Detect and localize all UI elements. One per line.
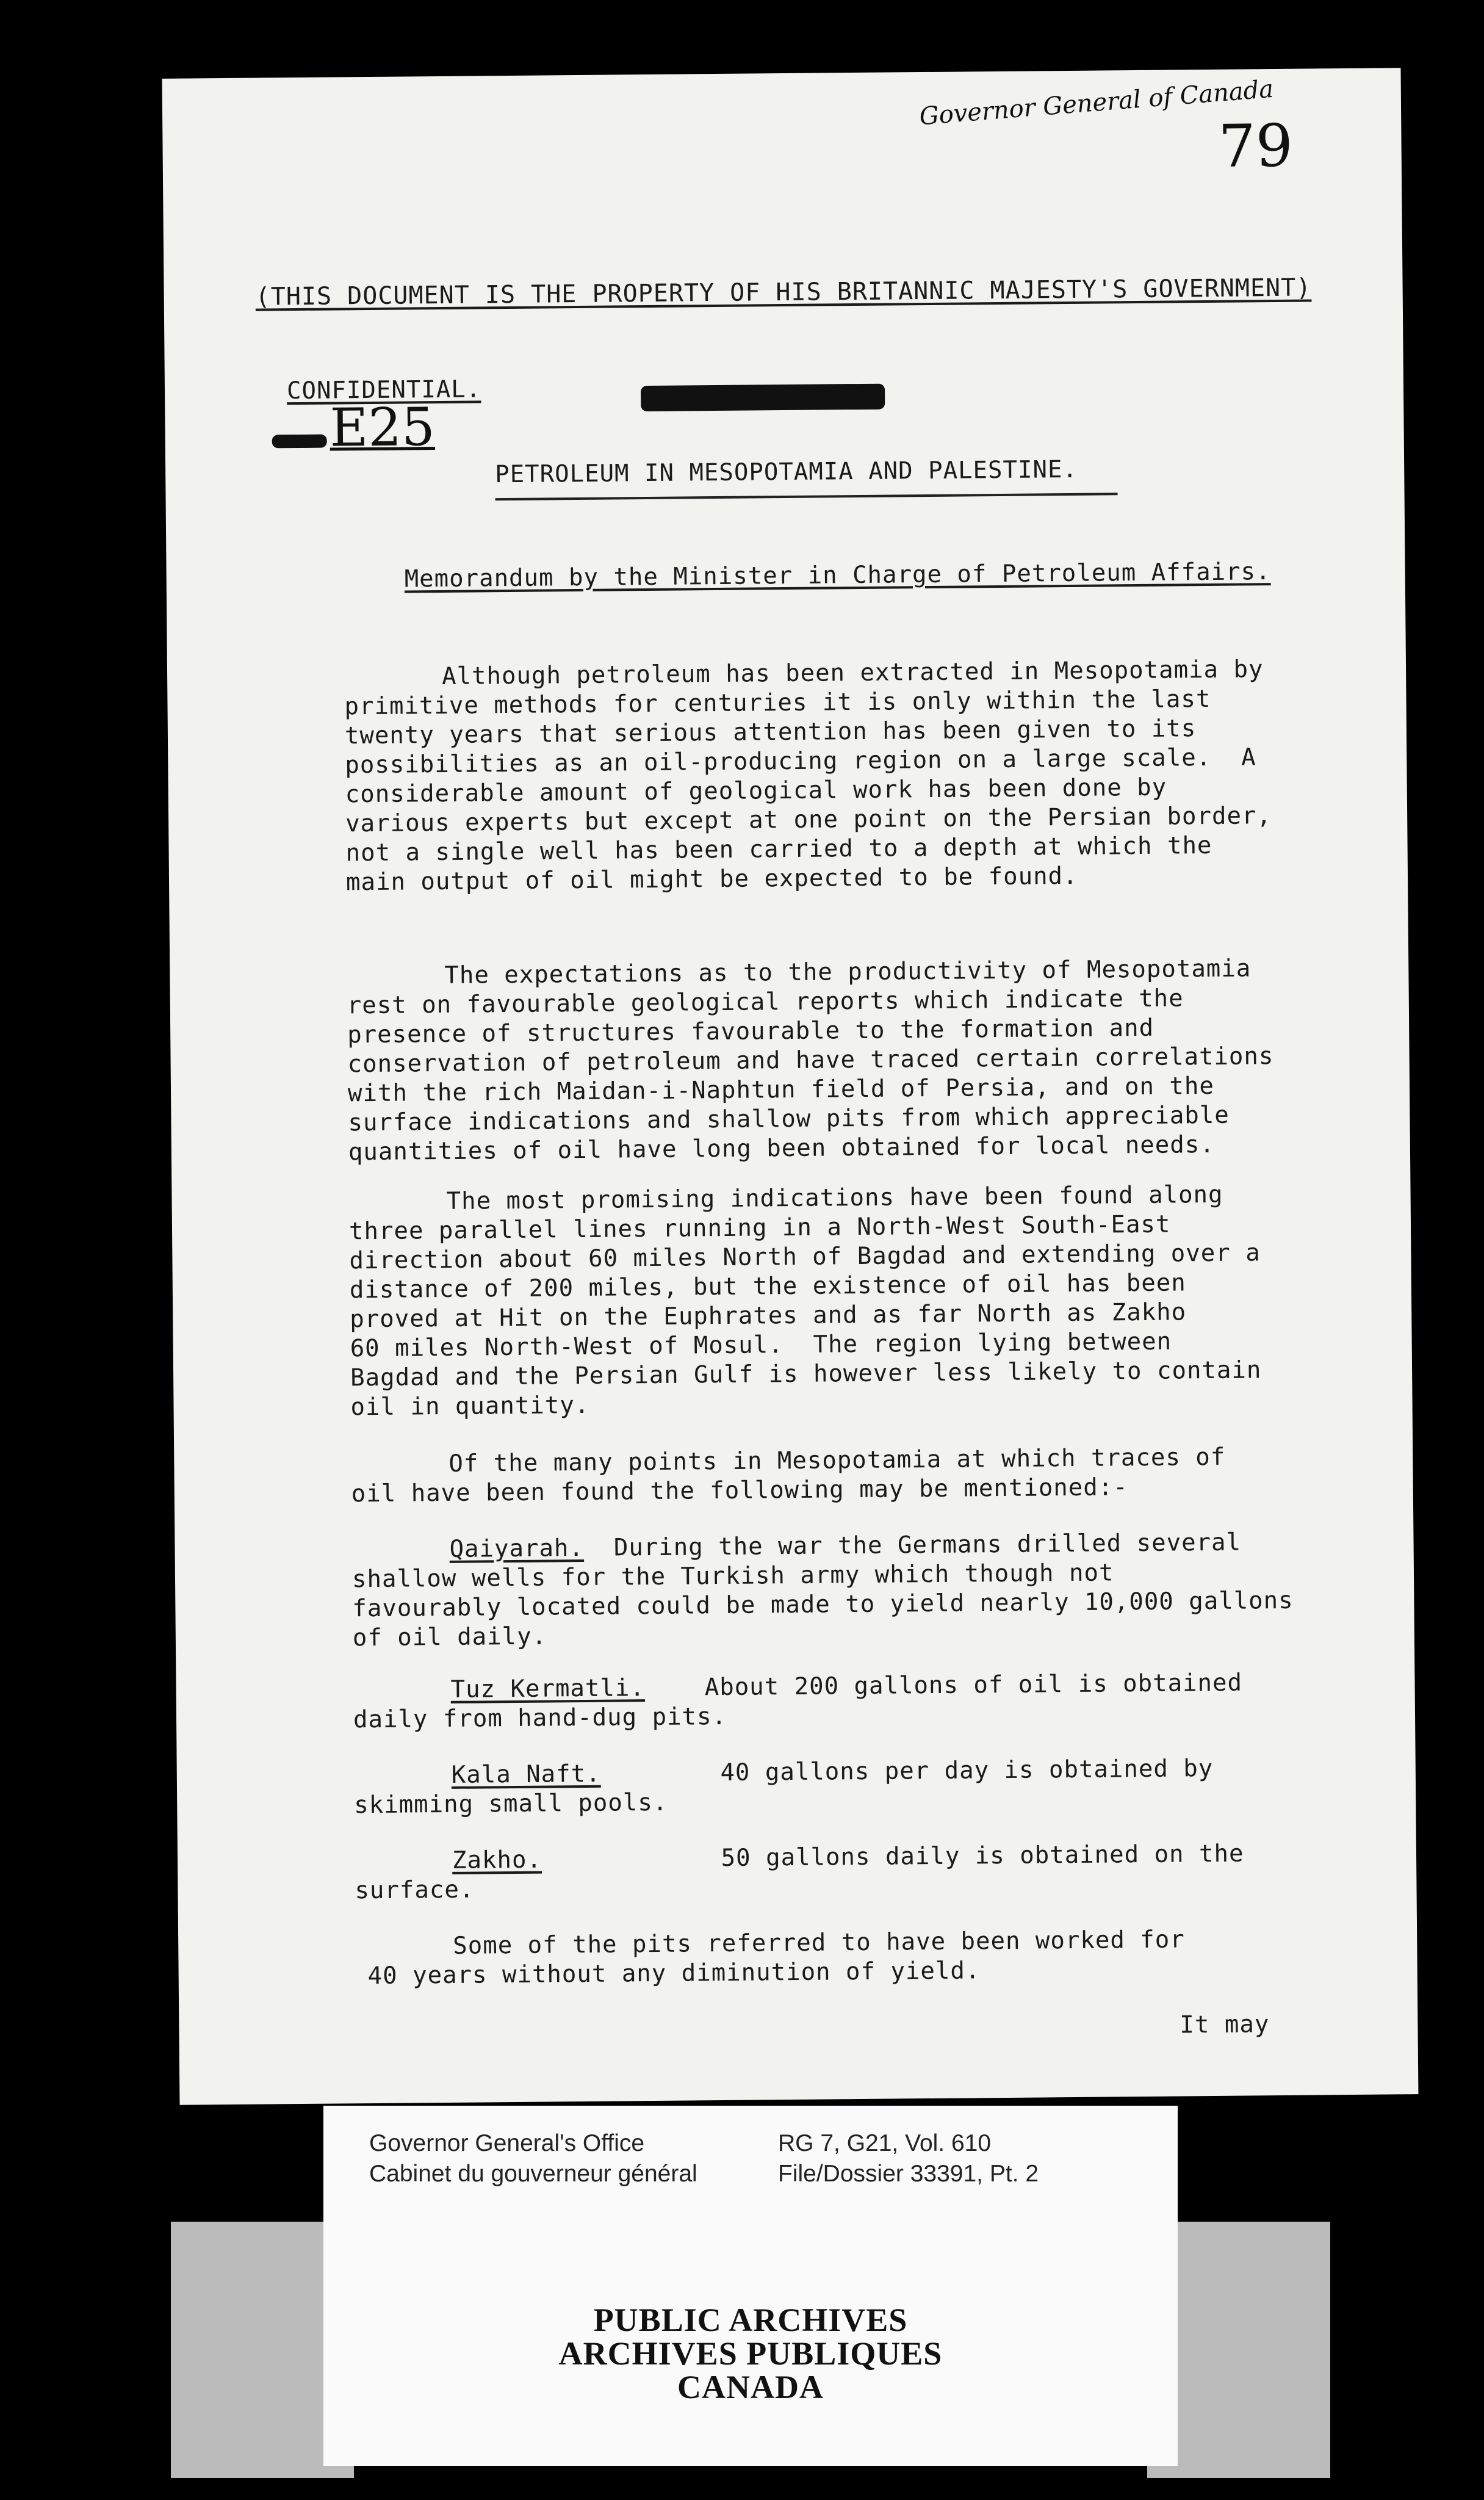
text-line: skimming small pools. [354,1788,668,1819]
handwritten-reference: E25 [330,397,436,459]
text-line: various experts but except at one point on the Persian border, [345,802,1272,838]
document-page [162,68,1419,2105]
text-line: quantities of oil have long been obtained for local needs. [348,1130,1215,1166]
text-line: distance of 200 miles, but the existence of oil has been [349,1269,1186,1304]
site-name: Zakho. [452,1846,542,1874]
text-line: three parallel lines running in a North-West South-East [348,1210,1171,1246]
text-line: 60 miles North-West of Mosul. The region lying between [350,1328,1172,1363]
text-line: possibilities as an oil-producing region on a large scale. A [345,743,1256,779]
text-line: shallow wells for the Turkish army which though not [351,1559,1114,1594]
archive-stamp-line-1: PUBLIC ARCHIVES [593,2302,908,2338]
office-english: Governor General's Office [369,2130,645,2156]
file-number: File/Dossier 33391, Pt. 2 [778,2161,1039,2187]
text-line: main output of oil might be expected to be found. [345,862,1078,897]
text-line: The expectations as to the productivity of Mesopotamia [444,955,1252,989]
handwritten-note: Governor General of Canada [918,74,1275,131]
text-line: with the rich Maidan-i-Naphtun field of Persia, and on the [347,1072,1215,1108]
text-line: of oil daily. [352,1622,547,1652]
text-line: Bagdad and the Persian Gulf is however less likely to contain [350,1356,1262,1392]
text-line: primitive methods for centuries it is only within the last [344,685,1211,721]
classification: CONFIDENTIAL. [286,375,481,405]
office-french: Cabinet du gouverneur général [369,2161,697,2187]
archive-stamp-line-3: CANADA [677,2369,824,2405]
text-line: not a single well has been carried to a depth at which the [345,831,1212,867]
site-name: Tuz Kermatli. [450,1674,646,1703]
text-line: 40 years without any diminution of yield. [367,1957,981,1990]
text-line: favourably located could be made to yield nearly 10,000 gallons [352,1586,1294,1623]
text-line: oil in quantity. [350,1391,590,1422]
page-number: 79 [1218,111,1294,181]
text-line: The most promising indications have been found along [446,1180,1223,1215]
memo-subtitle: Memorandum by the Minister in Charge of Petroleum Affairs. [404,558,1271,593]
site-name: Qaiyarah. [449,1534,585,1563]
closing-paragraph [355,1926,1185,1991]
paragraph-1 [344,655,1272,897]
text-line: presence of structures favourable to the formation and [347,1014,1154,1049]
site-text: 50 gallons daily is obtained on the [721,1840,1244,1873]
redaction-bar [641,384,885,411]
paragraph-2 [347,954,1275,1167]
text-line: Although petroleum has been extracted in Mesopotamia by [441,656,1264,690]
text-line: surface indications and shallow pits from which appreciable [348,1101,1230,1137]
redaction-mark-small [272,435,327,449]
text-line: surface. [355,1876,475,1905]
text-line: Some of the pits referred to have been worked for [453,1926,1185,1960]
site-qaiyarah [351,1528,1294,1653]
site-tuz-kermatli [353,1669,1243,1735]
text-line: proved at Hit on the Euphrates and as far North as Zakho [350,1298,1187,1334]
text-line: considerable amount of geological work has been done by [345,773,1167,809]
paragraph-3 [348,1180,1262,1422]
catchword: It may [1180,2010,1270,2039]
text-line: Of the many points in Mesopotamia at which traces of [448,1443,1226,1478]
site-text: 40 gallons per day is obtained by [720,1754,1214,1787]
archive-stamp-line-2: ARCHIVES PUBLIQUES [558,2335,943,2372]
site-text: About 200 gallons of oil is obtained [704,1669,1243,1702]
text-line: direction about 60 miles North of Bagdad and extending over a [349,1239,1261,1275]
text-line: twenty years that serious attention has been given to its [344,715,1197,750]
site-zakho [355,1840,1244,1906]
site-name: Kala Naft. [451,1760,601,1789]
document-title: PETROLEUM IN MESOPOTAMIA AND PALESTINE. [495,455,1078,489]
archive-label [323,2106,1178,2466]
text-line: rest on favourable geological reports which indicate the [347,984,1184,1020]
text-line: daily from hand-dug pits. [353,1702,727,1734]
record-group: RG 7, G21, Vol. 610 [778,2130,992,2156]
site-kala-naft [354,1754,1214,1820]
site-text: During the war the Germans drilled several [613,1528,1242,1562]
property-line: (THIS DOCUMENT IS THE PROPERTY OF HIS BRITANNIC MAJESTY'S GOVERNMENT) [255,273,1312,311]
paragraph-4 [351,1443,1226,1509]
title-rule [495,493,1118,500]
text-line: oil have been found the following may be mentioned:- [351,1473,1128,1508]
text-line: conservation of petroleum and have traced certain correlations [347,1042,1274,1078]
